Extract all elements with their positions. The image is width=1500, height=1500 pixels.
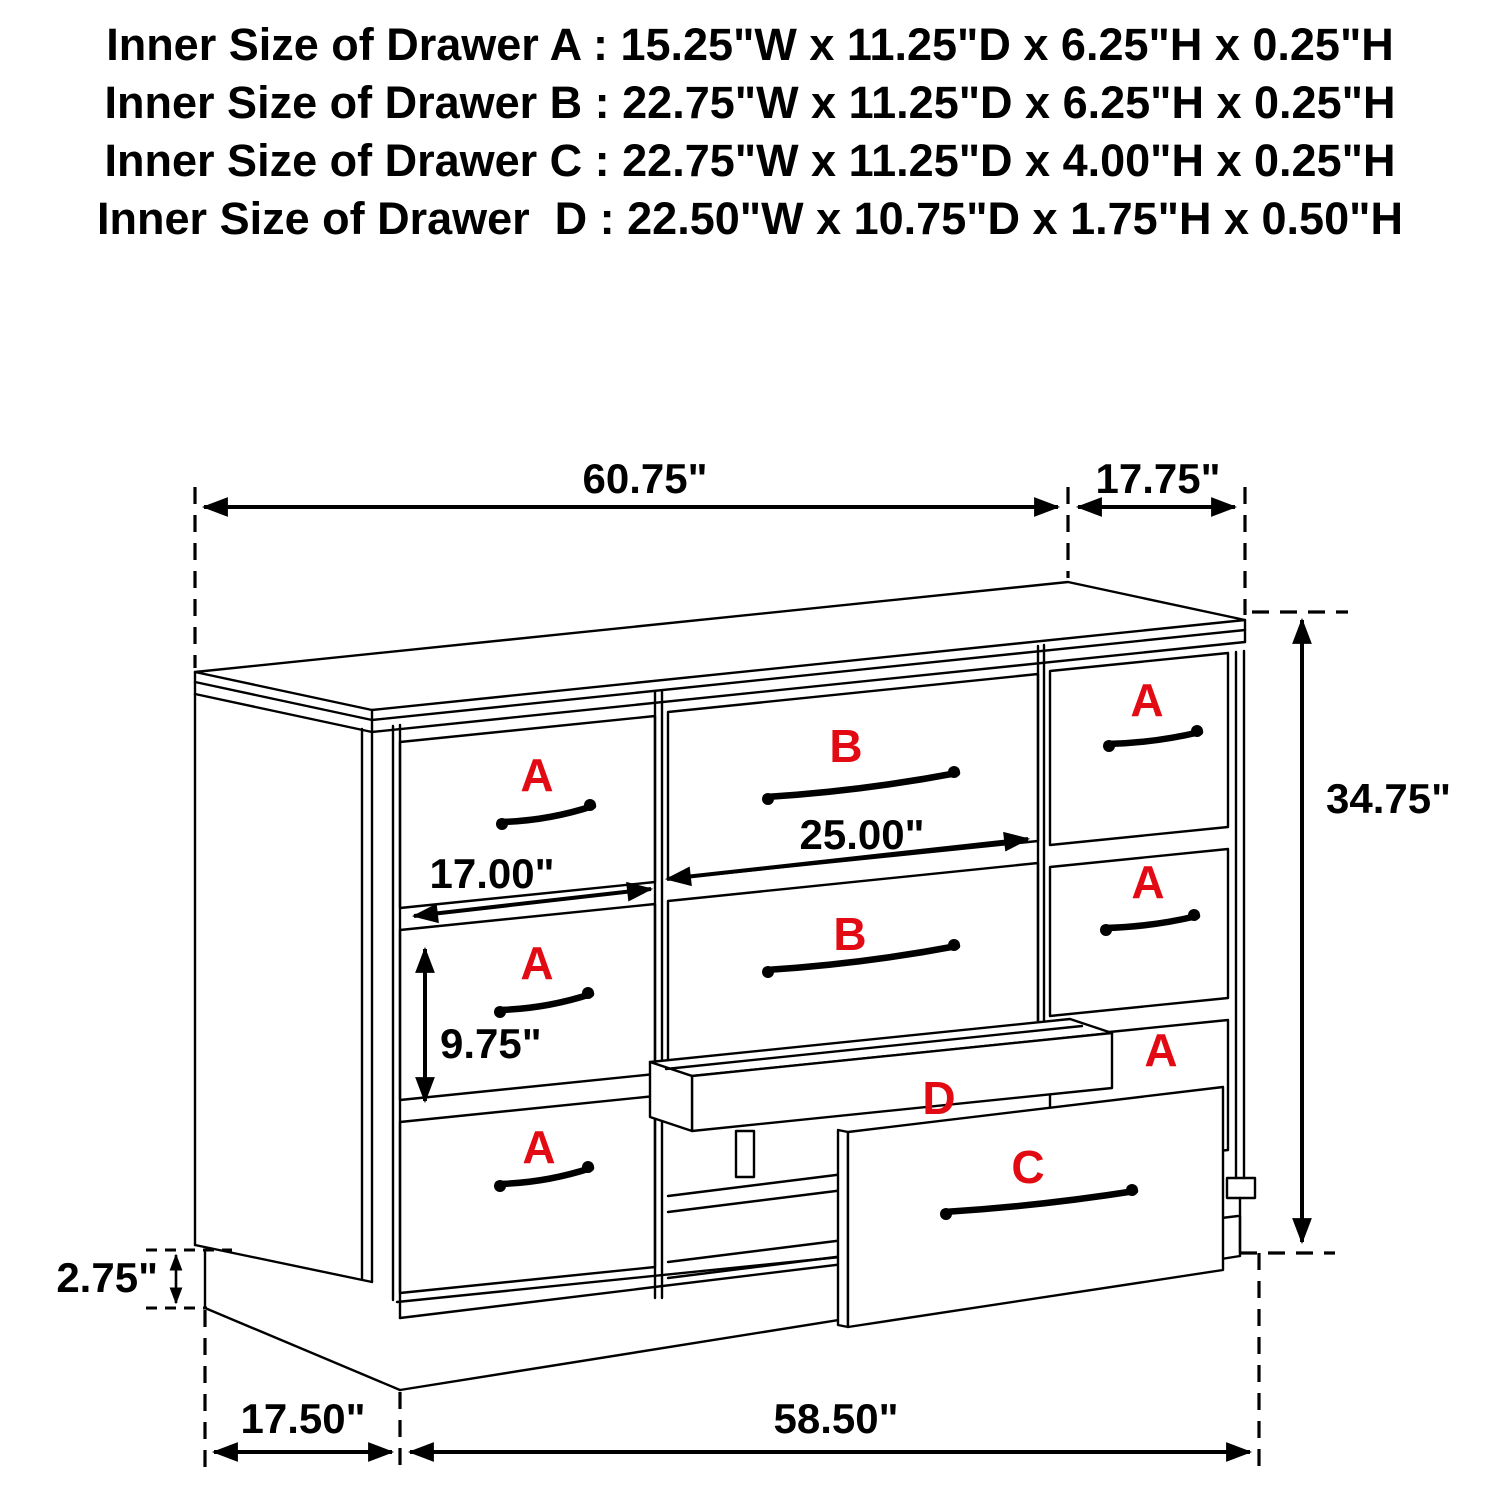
drawer-a-left-middle — [400, 904, 655, 1100]
label-a-left-middle: A — [520, 937, 554, 989]
label-b-top: B — [829, 720, 863, 772]
extension-lines — [146, 487, 1348, 1468]
dim-top-width: 60.75" — [582, 455, 708, 502]
spec-line-drawer-b: Inner Size of Drawer B : 22.75"W x 11.25"D x 6.25"H x 0.25"H — [104, 77, 1396, 128]
label-c-drawer: C — [1011, 1141, 1045, 1193]
label-b-bottom: B — [833, 908, 867, 960]
dim-top-depth: 17.75" — [1095, 455, 1221, 502]
label-d-tray: D — [922, 1072, 956, 1124]
spec-line-drawer-c: Inner Size of Drawer C : 22.75"W x 11.25"D x 4.00"H x 0.25"H — [104, 135, 1396, 186]
spec-line-drawer-d: Inner Size of Drawer D : 22.50"W x 10.75"D x 1.75"H x 0.50"H — [97, 193, 1403, 244]
drawer-handle — [494, 987, 594, 1018]
label-a-right-bottom: A — [1144, 1024, 1178, 1076]
label-a-left-top: A — [520, 749, 554, 801]
dim-drawer-b-width: 25.00" — [799, 811, 925, 858]
dim-floor-width: 58.50" — [773, 1395, 899, 1442]
drawer-handle — [1100, 909, 1200, 936]
label-a-right-middle: A — [1131, 856, 1165, 908]
drawer-handle — [496, 799, 596, 830]
dimension-arrows — [176, 507, 1302, 1452]
label-a-left-bottom: A — [522, 1121, 556, 1173]
drawer-handle — [1103, 725, 1203, 752]
dim-height: 34.75" — [1326, 775, 1452, 822]
dim-drawer-a-height: 9.75" — [440, 1020, 542, 1067]
dim-drawer-a-width: 17.00" — [429, 850, 555, 897]
spec-line-drawer-a: Inner Size of Drawer A : 15.25"W x 11.25"D x 6.25"H x 0.25"H — [106, 19, 1394, 70]
dim-floor-depth: 17.50" — [240, 1395, 366, 1442]
dim-base-height: 2.75" — [56, 1254, 158, 1301]
dimension-labels — [56, 455, 1451, 1442]
label-a-right-top: A — [1130, 674, 1164, 726]
